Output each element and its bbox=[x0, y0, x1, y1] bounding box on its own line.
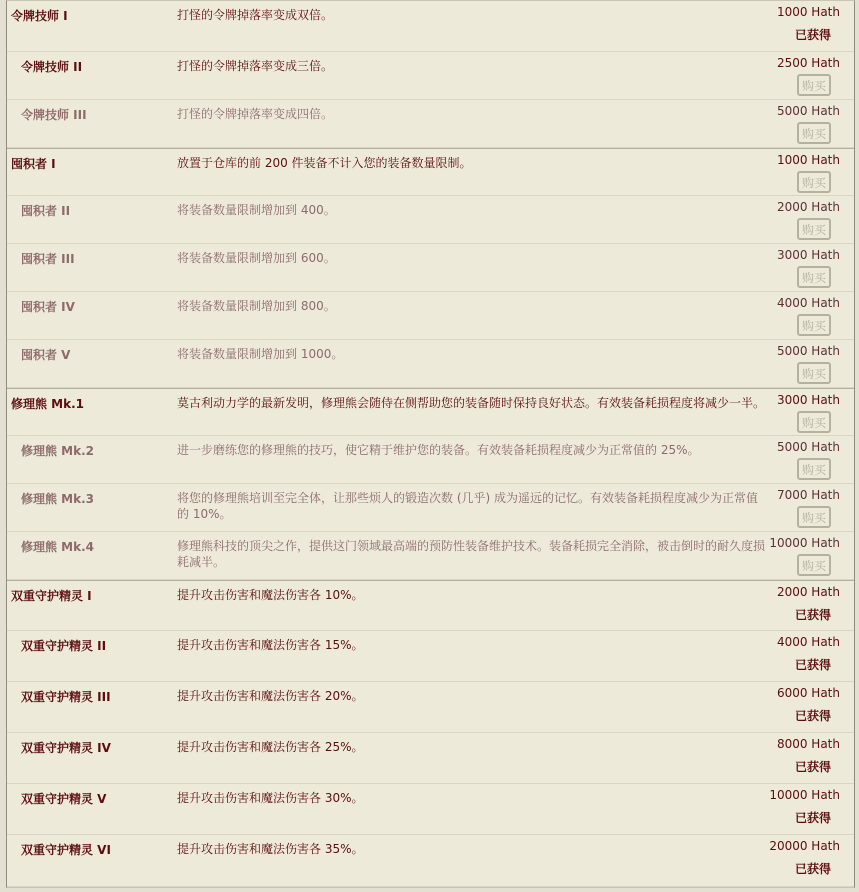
perk-name: 囤积者 IV bbox=[21, 300, 75, 314]
table-row bbox=[7, 148, 854, 196]
buy-button[interactable]: 购买 bbox=[797, 506, 831, 528]
perk-price: 10000 Hath bbox=[769, 788, 840, 802]
perk-description: 将装备数量限制增加到 400。 bbox=[177, 203, 336, 217]
perk-description: 将装备数量限制增加到 800。 bbox=[177, 299, 336, 313]
buy-button[interactable]: 购买 bbox=[797, 458, 831, 480]
perk-description: 修理熊科技的顶尖之作，提供这门领域最高端的预防性装备维护技术。装备耗损完全消除，被击倒时的耐久度损耗减半。 bbox=[177, 539, 766, 569]
table-row bbox=[7, 52, 854, 100]
perk-description: 打怪的令牌掉落率变成四倍。 bbox=[177, 107, 334, 121]
perk-name: 修理熊 Mk.2 bbox=[21, 444, 95, 458]
perk-name: 修理熊 Mk.1 bbox=[11, 397, 85, 411]
perk-price: 2000 Hath bbox=[776, 585, 840, 599]
perk-price: 20000 Hath bbox=[769, 839, 840, 853]
perk-price: 4000 Hath bbox=[776, 296, 840, 310]
table-row bbox=[7, 1, 854, 52]
perk-price: 10000 Hath bbox=[769, 536, 840, 550]
table-row bbox=[7, 340, 854, 388]
perk-price: 7000 Hath bbox=[776, 488, 840, 502]
perk-name: 令牌技师 I bbox=[11, 9, 68, 23]
perk-name: 令牌技师 III bbox=[21, 108, 87, 122]
table-row bbox=[7, 196, 854, 244]
owned-label: 已获得 bbox=[794, 28, 831, 42]
perk-price: 3000 Hath bbox=[776, 393, 840, 407]
perk-price: 4000 Hath bbox=[776, 635, 840, 649]
table-row bbox=[7, 484, 854, 532]
perk-description: 提升攻击伤害和魔法伤害各 20%。 bbox=[177, 689, 364, 703]
buy-button[interactable]: 购买 bbox=[797, 74, 831, 96]
buy-button[interactable]: 购买 bbox=[797, 266, 831, 288]
perk-name: 令牌技师 II bbox=[21, 60, 83, 74]
buy-button[interactable]: 购买 bbox=[797, 171, 831, 193]
table-row bbox=[7, 100, 854, 148]
owned-label: 已获得 bbox=[794, 608, 831, 622]
perk-description: 提升攻击伤害和魔法伤害各 35%。 bbox=[177, 842, 364, 856]
table-row bbox=[7, 388, 854, 436]
perk-description: 提升攻击伤害和魔法伤害各 30%。 bbox=[177, 791, 364, 805]
perk-description: 提升攻击伤害和魔法伤害各 10%。 bbox=[177, 588, 364, 602]
owned-label: 已获得 bbox=[794, 709, 831, 723]
table-row bbox=[7, 682, 854, 733]
table-row bbox=[7, 631, 854, 682]
buy-button[interactable]: 购买 bbox=[797, 314, 831, 336]
owned-label: 已获得 bbox=[794, 760, 831, 774]
perk-price: 5000 Hath bbox=[776, 440, 840, 454]
perk-description: 莫古利动力学的最新发明，修理熊会随侍在侧帮助您的装备随时保持良好状态。有效装备耗损程度将减少一半。 bbox=[177, 396, 766, 410]
perk-price: 8000 Hath bbox=[776, 737, 840, 751]
perk-name: 修理熊 Mk.4 bbox=[21, 540, 95, 554]
perk-name: 双重守护精灵 V bbox=[21, 792, 107, 806]
owned-label: 已获得 bbox=[794, 811, 831, 825]
table-row bbox=[7, 580, 854, 631]
table-row bbox=[7, 244, 854, 292]
table-row bbox=[7, 835, 854, 887]
perk-name: 修理熊 Mk.3 bbox=[21, 492, 95, 506]
perk-name: 双重守护精灵 II bbox=[21, 639, 107, 653]
perk-price: 2500 Hath bbox=[776, 56, 840, 70]
perk-name: 双重守护精灵 III bbox=[21, 690, 111, 704]
table-row bbox=[7, 733, 854, 784]
perk-price: 5000 Hath bbox=[776, 344, 840, 358]
perk-name: 双重守护精灵 VI bbox=[21, 843, 111, 857]
perk-description: 打怪的令牌掉落率变成三倍。 bbox=[177, 59, 334, 73]
buy-button[interactable]: 购买 bbox=[797, 218, 831, 240]
perk-description: 打怪的令牌掉落率变成双倍。 bbox=[177, 8, 334, 22]
buy-button[interactable]: 购买 bbox=[797, 122, 831, 144]
perk-description: 进一步磨练您的修理熊的技巧，使它精于维护您的装备。有效装备耗损程度减少为正常值的 25%。 bbox=[177, 443, 700, 457]
perk-name: 双重守护精灵 IV bbox=[21, 741, 111, 755]
perk-price: 3000 Hath bbox=[776, 248, 840, 262]
buy-button[interactable]: 购买 bbox=[797, 554, 831, 576]
hath-perks-table bbox=[6, 0, 855, 888]
table-row bbox=[7, 436, 854, 484]
perk-price: 2000 Hath bbox=[776, 200, 840, 214]
perk-price: 1000 Hath bbox=[776, 5, 840, 19]
perk-description: 放置于仓库的前 200 件装备不计入您的装备数量限制。 bbox=[177, 156, 472, 170]
perk-description: 提升攻击伤害和魔法伤害各 15%。 bbox=[177, 638, 364, 652]
buy-button[interactable]: 购买 bbox=[797, 362, 831, 384]
table-row bbox=[7, 292, 854, 340]
owned-label: 已获得 bbox=[794, 658, 831, 672]
perk-description: 提升攻击伤害和魔法伤害各 25%。 bbox=[177, 740, 364, 754]
perk-price: 5000 Hath bbox=[776, 104, 840, 118]
perk-name: 囤积者 III bbox=[21, 252, 75, 266]
perk-name: 双重守护精灵 I bbox=[11, 589, 92, 603]
buy-button[interactable]: 购买 bbox=[797, 411, 831, 433]
perk-price: 6000 Hath bbox=[776, 686, 840, 700]
perk-description: 将您的修理熊培训至完全体，让那些烦人的锻造次数 (几乎) 成为遥远的记忆。有效装备耗损程度减少为正常值的 10%。 bbox=[177, 491, 758, 521]
owned-label: 已获得 bbox=[794, 862, 831, 876]
table-row bbox=[7, 532, 854, 580]
perk-price: 1000 Hath bbox=[776, 153, 840, 167]
perk-description: 将装备数量限制增加到 1000。 bbox=[177, 347, 344, 361]
perk-name: 囤积者 I bbox=[11, 157, 56, 171]
perk-description: 将装备数量限制增加到 600。 bbox=[177, 251, 336, 265]
perk-name: 囤积者 II bbox=[21, 204, 71, 218]
table-row bbox=[7, 784, 854, 835]
perk-name: 囤积者 V bbox=[21, 348, 71, 362]
